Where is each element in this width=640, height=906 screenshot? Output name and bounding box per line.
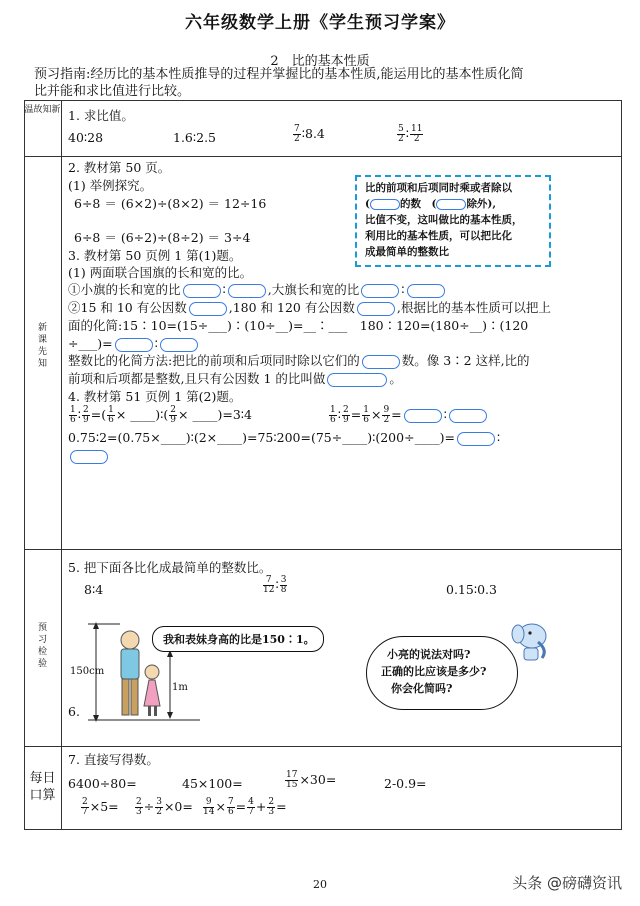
speech-text: 我和表妹身高的比是150∶1。 [163, 633, 315, 646]
elephant-mascot-icon [508, 616, 558, 666]
mental-6: $\frac{2}{3}$ ÷ $\frac{3}{2}$ ×0= [136, 797, 193, 817]
question-3-7: 前项和后项都是整数,且只有公因数 1 的比叫做 。 [68, 371, 402, 386]
answer-blank[interactable] [362, 355, 400, 369]
answer-blank[interactable] [361, 284, 399, 298]
page-number: 20 [313, 878, 327, 891]
tip-line: 利用比的基本性质，可以把比化 [365, 230, 512, 242]
question-3-1: (1) 两面联合国旗的长和宽的比。 [68, 265, 253, 280]
equation-2: 6÷8 ＝ (6÷2)÷(8÷2) ＝ 3÷4 [74, 230, 251, 245]
ratio-5c: 0.15∶0.3 [446, 582, 497, 597]
guide-text [34, 66, 624, 100]
question-6: 6. [68, 704, 80, 719]
question-3: 3. 教材第 50 页例 1 第(1)题。 [68, 248, 242, 263]
thought-line: 正确的比应该是多少? [381, 665, 487, 678]
thought-bubble [366, 636, 518, 710]
question-4: 4. 教材第 51 页例 1 第(2)题。 [68, 389, 242, 404]
tip-line: 成最简单的整数比 [365, 246, 449, 258]
property-tip-box [355, 175, 551, 267]
answer-blank[interactable] [327, 373, 387, 387]
answer-blank[interactable] [160, 338, 198, 352]
answer-blank[interactable] [183, 284, 221, 298]
tip-line: ( 的数 ( 除外), [365, 198, 497, 210]
equation-1: 6÷8 ＝ (6×2)÷(8×2) ＝ 12÷16 [74, 196, 267, 211]
ratio-b: 1.6∶2.5 [173, 130, 217, 145]
ratio-5b: $\frac{7}{12}$ ∶ $\frac{3}{8}$ [263, 575, 287, 595]
question-2: 2. 教材第 50 页。 [68, 160, 171, 175]
ratio-5a: 8∶4 [84, 582, 104, 597]
question-3-5: ÷___)= ∶ [68, 336, 200, 352]
thought-line: 你会化简吗? [391, 682, 453, 695]
row-divider [24, 746, 622, 747]
side-label-new: 新课先知 [37, 323, 47, 369]
guide-line-1: 预习指南:经历比的基本性质推导的过程并掌握比的基本性质,能运用比的基本性质化简 [34, 67, 524, 82]
question-4-eq3: 0.75∶2=(0.75×____)∶(2×____)=75∶200=(75÷____)∶(200÷____)= ∶ [68, 430, 501, 445]
mental-3: $\frac{17}{15}$ ×30= [286, 770, 337, 790]
height-label-boy: 150cm [70, 666, 105, 677]
side-label-daily: 每日口算 [29, 771, 56, 803]
section-title: 2 比的基本性质 [270, 54, 370, 69]
answer-blank[interactable] [449, 409, 487, 423]
thought-line: 小亮的说法对吗? [387, 648, 471, 661]
answer-blank[interactable] [457, 432, 495, 446]
answer-blank[interactable] [70, 450, 108, 464]
question-3-3: ②15 和 10 有公因数 ,180 和 120 有公因数 ,根据比的基本性质可以把上 [68, 300, 551, 315]
question-4-eq1: $\frac{1}{6}$ ∶ $\frac{2}{9}$ =( $\frac{1}{6}$ × ____)∶( $\frac{2}{9}$ × ____)=3∶4 [70, 405, 252, 425]
answer-blank[interactable] [370, 199, 400, 210]
question-5: 5. 把下面各比化成最简单的整数比。 [68, 560, 272, 575]
page-title: 六年级数学上册《学生预习学案》 [185, 13, 455, 33]
answer-blank[interactable] [228, 284, 266, 298]
question-7: 7. 直接写得数。 [68, 752, 159, 767]
speech-bubble-boy [152, 626, 324, 652]
row-divider [24, 549, 622, 550]
answer-blank[interactable] [189, 302, 227, 316]
mental-7: $\frac{9}{14}$ × $\frac{7}{6}$ = $\frac{4}{7}$ + $\frac{2}{3}$ = [203, 797, 287, 817]
tip-line: 比值不变，这叫做比的基本性质， [365, 214, 523, 226]
question-2-1: (1) 举例探究。 [68, 178, 153, 193]
question-1: 1. 求比值。 [68, 108, 134, 123]
question-4-eq2: $\frac{1}{6}$ ∶ $\frac{2}{9}$ = $\frac{1}{6}$ × $\frac{9}{2}$ = ∶ [328, 406, 489, 425]
answer-blank[interactable] [407, 284, 445, 298]
height-label-girl: 1m [172, 682, 188, 693]
question-4-eq3-cont [68, 448, 110, 464]
question-3-2: ①小旗的长和宽的比 ∶ ,大旗长和宽的比 ∶ [68, 282, 447, 298]
fraction: $\frac{5}{2}$ [398, 124, 404, 144]
ratio-a: 40∶28 [68, 130, 104, 145]
question-3-6: 整数比的化简方法:把比的前项和后项同时除以它们的 数。像 3∶2 这样,比的 [68, 353, 530, 368]
tip-line: 比的前项和后项同时乘或者除以 [365, 182, 512, 194]
row-divider [24, 156, 622, 157]
ratio-d: $\frac{5}{2}$ ∶ $\frac{11}{2}$ [398, 124, 423, 144]
mental-5: $\frac{2}{7}$ ×5= [82, 797, 119, 817]
answer-blank[interactable] [357, 302, 395, 316]
mental-1: 6400÷80= [68, 776, 137, 791]
answer-blank[interactable] [404, 409, 442, 423]
column-divider [61, 100, 62, 830]
fraction: $\frac{7}{2}$ [294, 124, 300, 144]
question-3-4: 面的化简:15∶10=(15÷___)∶(10÷__)=__∶___ 180∶120=(180÷__)∶(120 [68, 318, 529, 333]
fraction: $\frac{11}{2}$ [411, 124, 423, 144]
mental-2: 45×100= [182, 776, 243, 791]
answer-blank[interactable] [115, 338, 153, 352]
ratio-c: $\frac{7}{2}$ ∶8.4 [294, 124, 325, 144]
side-label-review: 温故知新 [24, 105, 61, 115]
side-label-check: 预习检验 [37, 623, 47, 669]
watermark: 头条 @磅礴资讯 [512, 874, 622, 892]
answer-blank[interactable] [436, 199, 466, 210]
guide-line-2: 比并能和求比值进行比较。 [34, 84, 191, 99]
mental-4: 2-0.9= [384, 776, 427, 791]
